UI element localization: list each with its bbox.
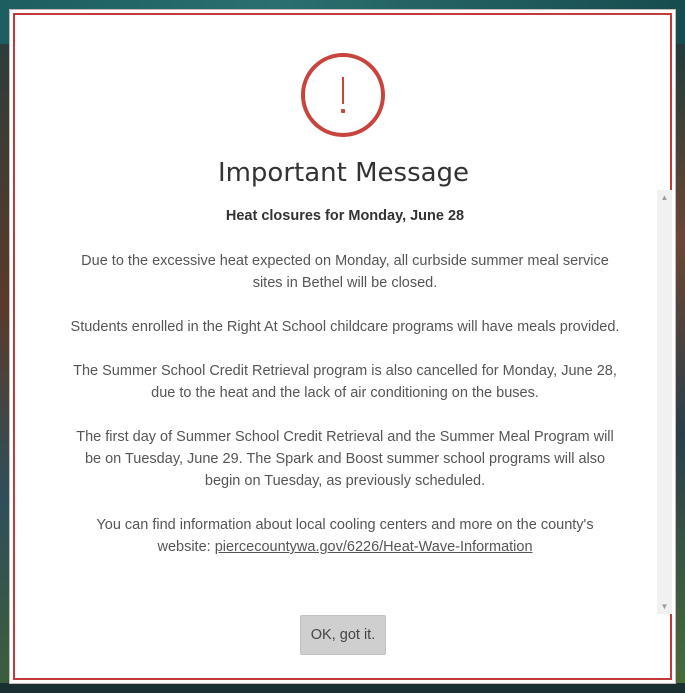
scroll-thumb[interactable] bbox=[660, 206, 669, 598]
message-paragraph: Due to the excessive heat expected on Monday, all curbside summer meal service sites in Bethel will be closed. bbox=[81, 253, 609, 291]
exclamation-dot bbox=[341, 109, 345, 113]
heat-wave-info-link[interactable]: piercecountywa.gov/6226/Heat-Wave-Information bbox=[214, 539, 533, 555]
message-paragraph: Students enrolled in the Right At School childcare programs will have meals provided. bbox=[70, 319, 620, 335]
exclamation-circle-icon bbox=[301, 53, 385, 137]
scroll-up-arrow-icon[interactable]: ▲ bbox=[660, 193, 669, 202]
ok-got-it-button[interactable]: OK, got it. bbox=[300, 615, 386, 655]
exclamation-bar bbox=[342, 77, 344, 104]
modal-content bbox=[50, 190, 640, 558]
modal-scroll-area[interactable] bbox=[50, 190, 659, 610]
background-bottom bbox=[0, 683, 685, 693]
message-paragraph: The first day of Summer School Credit Retrieval and the Summer Meal Program will be on Tuesday, June 29. The Spark and Boost summer school programs will also begin on Tuesday, as previously scheduled. bbox=[76, 429, 614, 489]
message-paragraph: The Summer School Credit Retrieval program is also cancelled for Monday, June 28, due to the heat and the lack of air conditioning on the buses. bbox=[73, 363, 617, 401]
modal-scrollbar[interactable] bbox=[657, 190, 672, 614]
cooling-centers-text: You can find information about local cooling centers and more on the county's website: bbox=[96, 517, 594, 555]
message-paragraph-with-link bbox=[50, 514, 640, 558]
modal-title: Important Message bbox=[217, 158, 470, 188]
modal-subhead: Heat closures for Monday, June 28 bbox=[225, 208, 465, 224]
important-message-modal bbox=[9, 9, 676, 684]
scroll-down-arrow-icon[interactable]: ▼ bbox=[660, 602, 669, 611]
